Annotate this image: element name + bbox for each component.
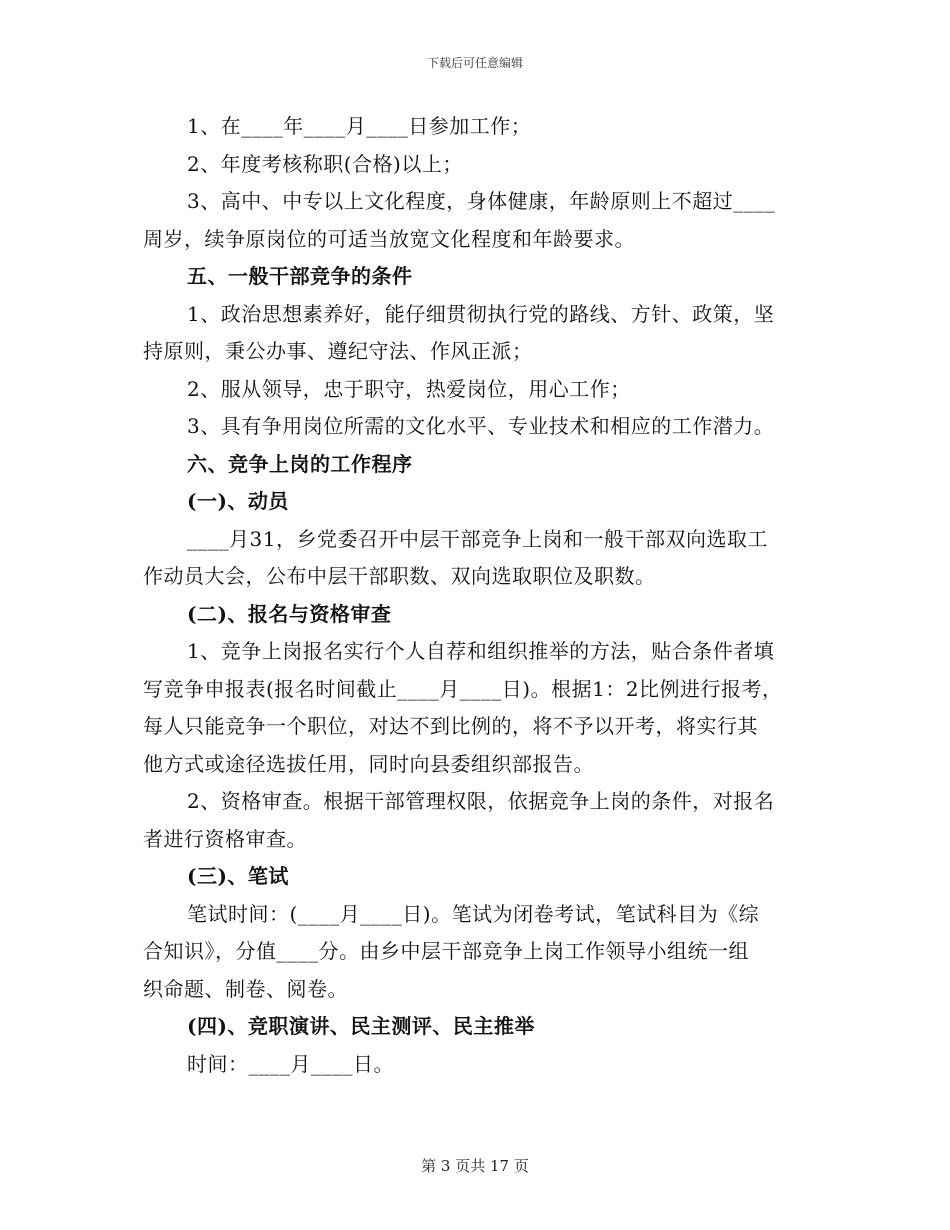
text-line: 者进行资格审查。 [143, 826, 307, 851]
text-line: 1、竞争上岗报名实行个人自荐和组织推举的方法，贴合条件者填 [187, 639, 775, 663]
text-line: 织命题、制卷、阅卷。 [143, 976, 348, 1001]
page-header: 下载后可任意编辑 [426, 56, 523, 70]
text-line: 周岁，续争原岗位的可适当放宽文化程度和年龄要求。 [143, 226, 635, 251]
section-heading: (一)、动员 [187, 489, 289, 513]
text-line: 1、在____年____月____日参加工作； [187, 114, 532, 138]
section-heading: 六、竞争上岗的工作程序 [187, 451, 413, 476]
document-body [143, 108, 808, 1083]
section-heading: (四)、竞职演讲、民主测评、民主推举 [187, 1014, 535, 1038]
text-line: 3、高中、中专以上文化程度，身体健康，年龄原则上不超过____ [187, 189, 776, 213]
section-heading: (三)、笔试 [187, 864, 289, 888]
page-footer: 第 3 页共 17 页 [421, 1157, 529, 1175]
text-line: 2、年度考核称职(合格)以上； [187, 151, 463, 176]
section-heading: (二)、报名与资格审查 [187, 601, 392, 626]
text-line: 1、政治思想素养好，能仔细贯彻执行党的路线、方针、政策，坚 [187, 301, 775, 326]
text-line: 3、具有争用岗位所需的文化水平、专业技术和相应的工作潜力。 [187, 414, 775, 438]
text-line: 每人只能竞争一个职位，对达不到比例的，将不予以开考，将实行其 [143, 714, 758, 738]
text-line: 2、服从领导，忠于职守，热爱岗位，用心工作； [187, 376, 631, 401]
text-line: 作动员大会，公布中层干部职数、双向选取职位及职数。 [143, 564, 656, 588]
text-line: 2、资格审查。根据干部管理权限，依据竞争上岗的条件，对报名 [187, 789, 775, 813]
section-heading: 五、一般干部竞争的条件 [187, 264, 413, 288]
text-line: 笔试时间：(____月____日)。笔试为闭卷考试，笔试科目为《综 [187, 901, 760, 926]
text-line: 他方式或途径选拔任用，同时向县委组织部报告。 [143, 751, 594, 776]
text-line: 写竞争申报表(报名时间截止____月____日)。根据1：2比例进行报考， [143, 676, 783, 701]
text-line: 时间：____月____日。 [187, 1051, 394, 1076]
text-line: ____月31，乡党委召开中层干部竞争上岗和一般干部双向选取工 [187, 526, 768, 551]
text-line: 合知识》，分值____分。由乡中层干部竞争上岗工作领导小组统一组 [143, 939, 749, 963]
text-line: 持原则，秉公办事、遵纪守法、作风正派； [143, 339, 533, 363]
